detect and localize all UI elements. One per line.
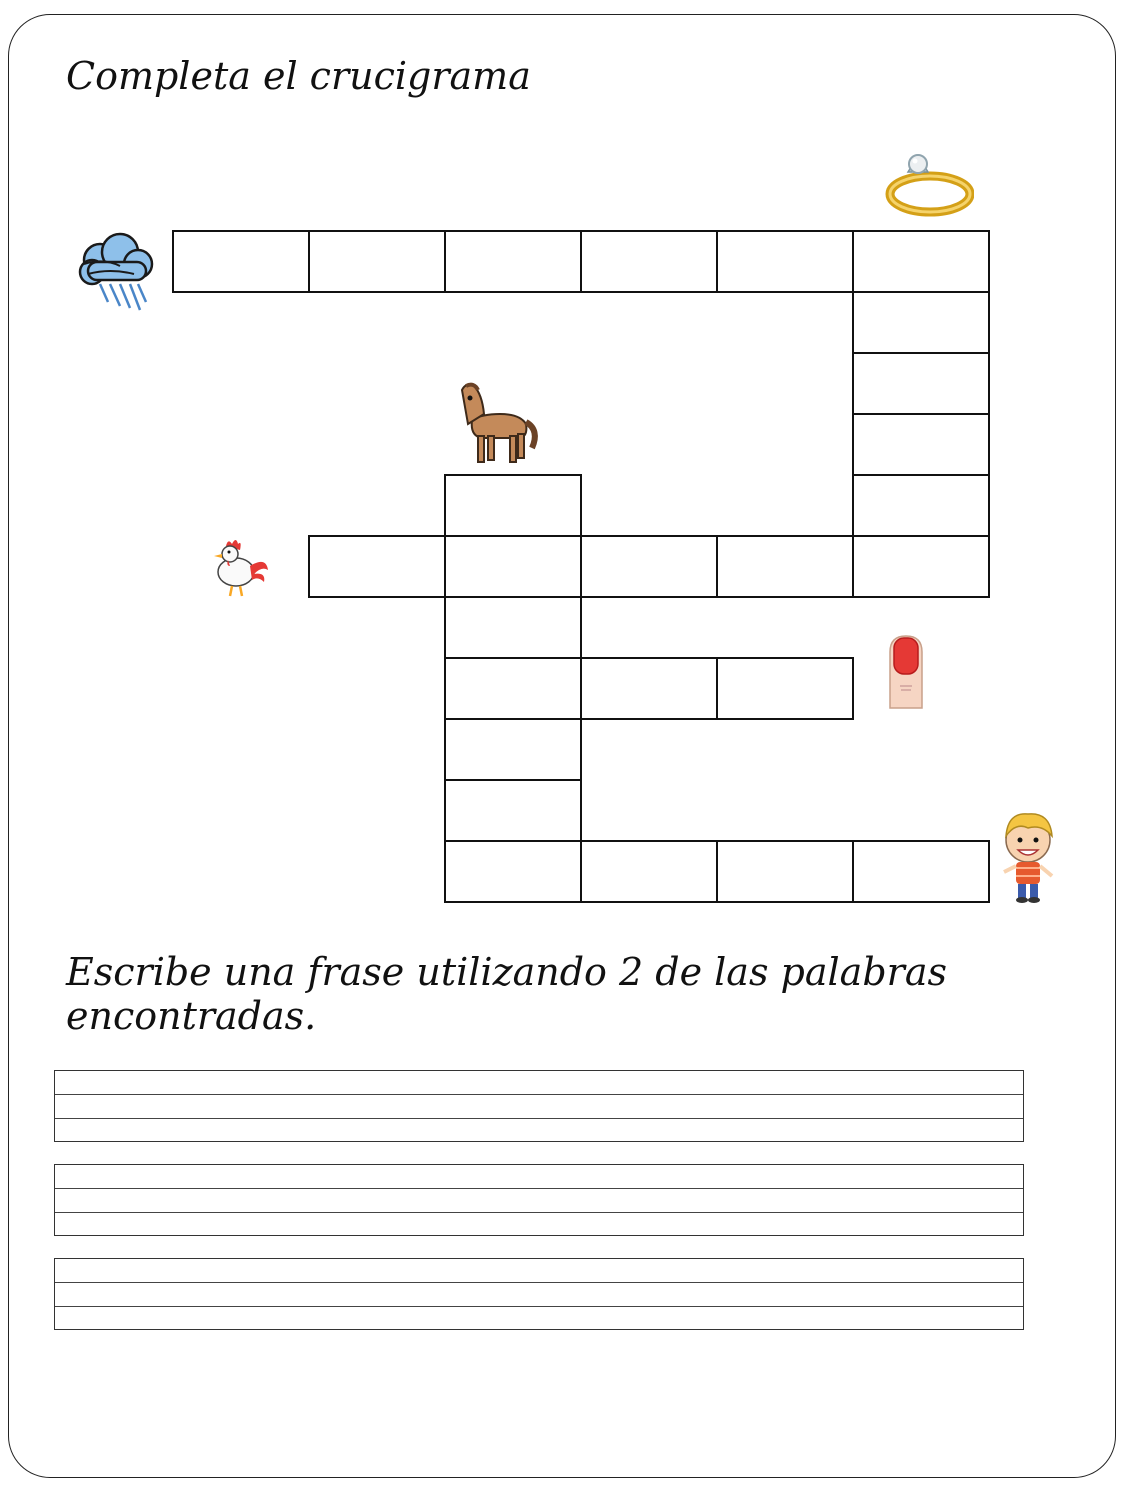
rooster-icon xyxy=(206,536,272,600)
crossword-cell[interactable] xyxy=(172,230,310,293)
crossword-cell[interactable] xyxy=(716,657,854,720)
crossword-cell[interactable] xyxy=(580,535,718,598)
horse-icon xyxy=(452,380,542,468)
guide-line xyxy=(55,1306,1023,1307)
crossword-cell[interactable] xyxy=(444,840,582,903)
crossword-cell[interactable] xyxy=(444,779,582,842)
ring-icon xyxy=(882,150,974,220)
crossword-cell[interactable] xyxy=(308,535,446,598)
guide-line xyxy=(55,1212,1023,1213)
guide-line xyxy=(55,1188,1023,1189)
crossword-cell[interactable] xyxy=(444,596,582,659)
sentence-instruction: Escribe una frase utilizando 2 de las palabras encontradas. xyxy=(66,950,947,1038)
crossword-cell[interactable] xyxy=(716,230,854,293)
crossword-cell[interactable] xyxy=(444,474,582,537)
fingernail-icon xyxy=(884,632,928,710)
crossword-cell[interactable] xyxy=(444,535,582,598)
guide-line xyxy=(55,1094,1023,1095)
crossword-cell[interactable] xyxy=(852,352,990,415)
crossword-cell[interactable] xyxy=(444,230,582,293)
crossword-cell[interactable] xyxy=(716,840,854,903)
worksheet-title: Completa el crucigrama xyxy=(66,54,531,98)
boy-icon xyxy=(994,806,1064,906)
crossword-cell[interactable] xyxy=(852,413,990,476)
crossword-cell[interactable] xyxy=(580,230,718,293)
crossword-cell[interactable] xyxy=(580,657,718,720)
writing-lines-2[interactable] xyxy=(54,1164,1024,1236)
crossword-cell[interactable] xyxy=(308,230,446,293)
rain-cloud-icon xyxy=(74,230,158,318)
crossword-cell[interactable] xyxy=(852,474,990,537)
crossword-cell[interactable] xyxy=(580,840,718,903)
writing-lines-1[interactable] xyxy=(54,1070,1024,1142)
crossword-cell[interactable] xyxy=(852,291,990,354)
crossword-cell[interactable] xyxy=(852,535,990,598)
crossword-cell[interactable] xyxy=(716,535,854,598)
crossword-cell[interactable] xyxy=(852,230,990,293)
guide-line xyxy=(55,1282,1023,1283)
crossword-cell[interactable] xyxy=(444,657,582,720)
crossword-cell[interactable] xyxy=(444,718,582,781)
crossword-cell[interactable] xyxy=(852,840,990,903)
guide-line xyxy=(55,1118,1023,1119)
writing-lines-3[interactable] xyxy=(54,1258,1024,1330)
